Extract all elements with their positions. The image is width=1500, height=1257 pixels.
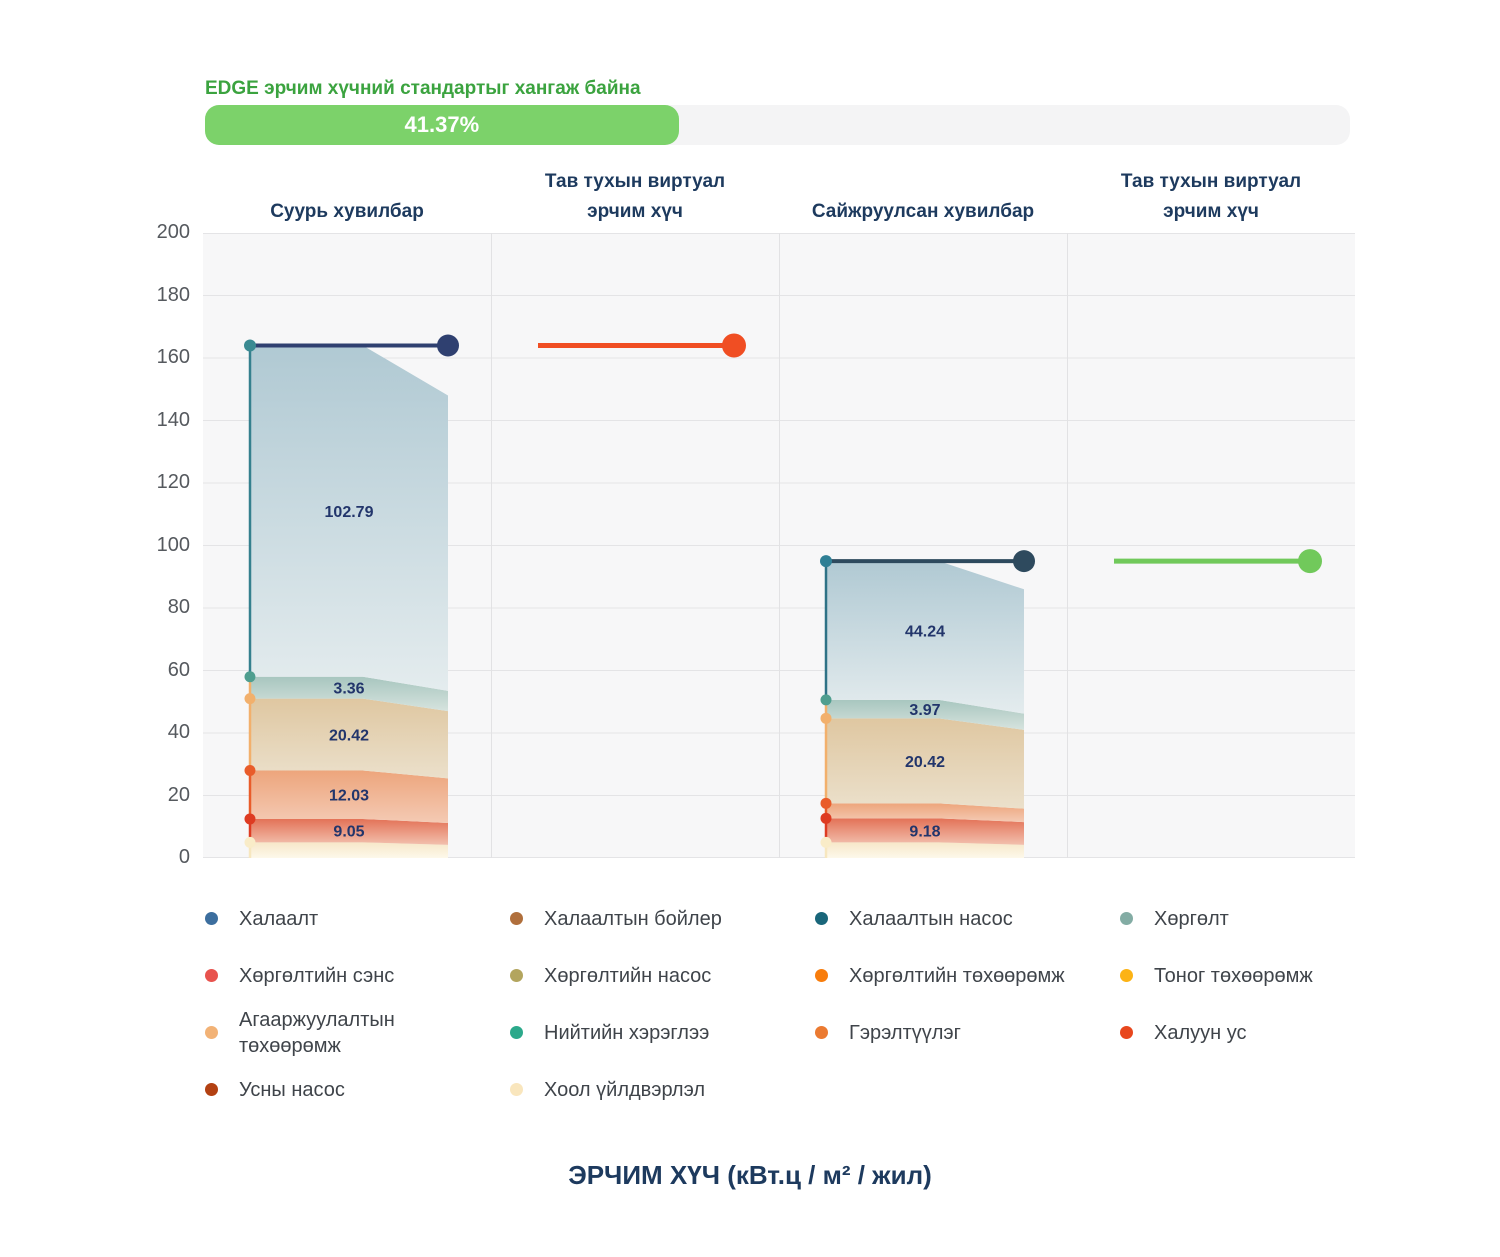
column-header-label: Тав тухын виртуал эрчим хүч [1120, 171, 1302, 222]
chart-column-headers [203, 168, 1355, 232]
column-header-improved-case [779, 168, 1067, 232]
y-tick-180: 180 [156, 283, 190, 306]
legend-dot [205, 912, 218, 925]
improved-case-band-value: 44.24 [904, 623, 946, 641]
legend-item-9 [205, 1007, 510, 1059]
legend-label: Нийтийн хэрэглээ [544, 1021, 710, 1044]
y-tick-60: 60 [167, 658, 190, 681]
legend-dot [510, 912, 523, 925]
x-axis-title: ЭРЧИМ ХҮЧ (кВт.ц / м² / жил) [568, 1160, 932, 1190]
legend-label: Хөргөлтийн сэнс [239, 964, 395, 987]
column-header-comfort-virtual-energy-right [1067, 168, 1355, 232]
y-axis-labels [100, 221, 190, 868]
legend-label: Халаалт [239, 907, 319, 930]
improved-case-end-dot [1013, 550, 1035, 572]
legend-label: Хөргөлтийн төхөөрөмж [849, 964, 1065, 987]
base-case-marker-dot [245, 693, 256, 704]
legend-label: Халаалтын насос [849, 907, 1013, 930]
column-header-comfort-virtual-energy-left [491, 168, 779, 232]
legend-item-11 [815, 1020, 1120, 1046]
energy-chart-plot [203, 233, 1355, 858]
legend-dot [205, 1026, 218, 1039]
edge-standard-status-title: EDGE эрчим хүчний стандартыг хангаж байна [205, 78, 641, 99]
y-tick-100: 100 [156, 533, 190, 556]
legend-item-8 [1120, 963, 1355, 989]
legend-dot [1120, 969, 1133, 982]
legend-dot [815, 969, 828, 982]
improved-case-start-dot [820, 555, 832, 567]
improved-case-band-cream [826, 842, 1024, 858]
y-tick-40: 40 [167, 721, 190, 743]
improved-case-marker-dot [821, 798, 832, 809]
base-case-marker-dot [245, 671, 256, 682]
y-tick-20: 20 [167, 783, 190, 806]
legend-dot [815, 1026, 828, 1039]
base-case-band-value: 12.03 [328, 787, 370, 805]
base-case-band-value: 9.05 [333, 823, 365, 841]
legend-item-6 [510, 963, 815, 989]
y-tick-0: 0 [178, 846, 190, 868]
legend-label: Гэрэлтүүлэг [849, 1021, 961, 1044]
legend-label: Хоол үйлдвэрлэл [544, 1078, 706, 1101]
energy-saving-progress-track [205, 105, 1350, 145]
improved-case-marker-dot [821, 837, 832, 848]
y-tick-120: 120 [156, 471, 190, 493]
legend-dot [510, 1083, 523, 1096]
improved-case-marker-dot [821, 813, 832, 824]
legend-label: Хөргөлтийн насос [544, 964, 712, 987]
improved-case-band-value: 3.97 [909, 702, 941, 720]
base-case-marker-dot [245, 837, 256, 848]
base-case-band-value: 102.79 [324, 504, 374, 522]
improved-case-marker-dot [821, 713, 832, 724]
column-header-base-case [203, 168, 491, 232]
y-tick-80: 80 [167, 596, 190, 618]
legend-dot [205, 1083, 218, 1096]
legend-dot [205, 969, 218, 982]
base-case-band-value: 20.42 [328, 727, 370, 745]
improved-case-band-value: 20.42 [904, 753, 946, 771]
legend-dot [510, 969, 523, 982]
legend-label: Халаалтын бойлер [544, 907, 722, 930]
legend-item-5 [205, 963, 510, 989]
base-case-start-dot [244, 340, 256, 352]
comfort-virtual-energy-right-end-dot [1298, 549, 1322, 573]
legend-dot [815, 912, 828, 925]
legend-dot [1120, 912, 1133, 925]
improved-case-marker-dot [821, 694, 832, 705]
legend-item-7 [815, 963, 1120, 989]
legend-item-2 [510, 906, 815, 932]
improved-case-band-value: 9.18 [909, 823, 941, 841]
column-header-label: Суурь хувилбар [270, 200, 424, 222]
legend-item-12 [1120, 1020, 1355, 1046]
legend-item-3 [815, 906, 1120, 932]
legend-label: Усны насос [239, 1078, 345, 1101]
base-case-band-cream [250, 842, 448, 858]
y-tick-160: 160 [156, 346, 190, 368]
chart-legend [205, 890, 1355, 1118]
legend-label: Агааржуулалтын төхөөрөмж [239, 1008, 395, 1057]
legend-item-1 [205, 906, 510, 932]
legend-label: Тоног төхөөрөмж [1154, 964, 1313, 987]
legend-item-4 [1120, 906, 1355, 932]
legend-item-14 [510, 1077, 815, 1103]
legend-item-10 [510, 1020, 815, 1046]
legend-item-13 [205, 1077, 510, 1103]
legend-label: Хөргөлт [1154, 907, 1229, 930]
column-header-label: Тав тухын виртуал эрчим хүч [544, 171, 726, 222]
energy-saving-percent: 41.37% [404, 112, 480, 137]
legend-label: Халуун ус [1154, 1021, 1247, 1044]
base-case-marker-dot [245, 813, 256, 824]
y-tick-140: 140 [156, 408, 190, 431]
base-case-band-value: 3.36 [333, 680, 365, 698]
y-tick-200: 200 [156, 221, 190, 243]
base-case-marker-dot [245, 765, 256, 776]
comfort-virtual-energy-left-end-dot [722, 334, 746, 358]
base-case-end-dot [437, 335, 459, 357]
legend-dot [1120, 1026, 1133, 1039]
column-header-label: Сайжруулсан хувилбар [811, 200, 1035, 222]
energy-chart-svg [203, 233, 1355, 858]
energy-saving-progress-fill [205, 105, 679, 145]
legend-dot [510, 1026, 523, 1039]
